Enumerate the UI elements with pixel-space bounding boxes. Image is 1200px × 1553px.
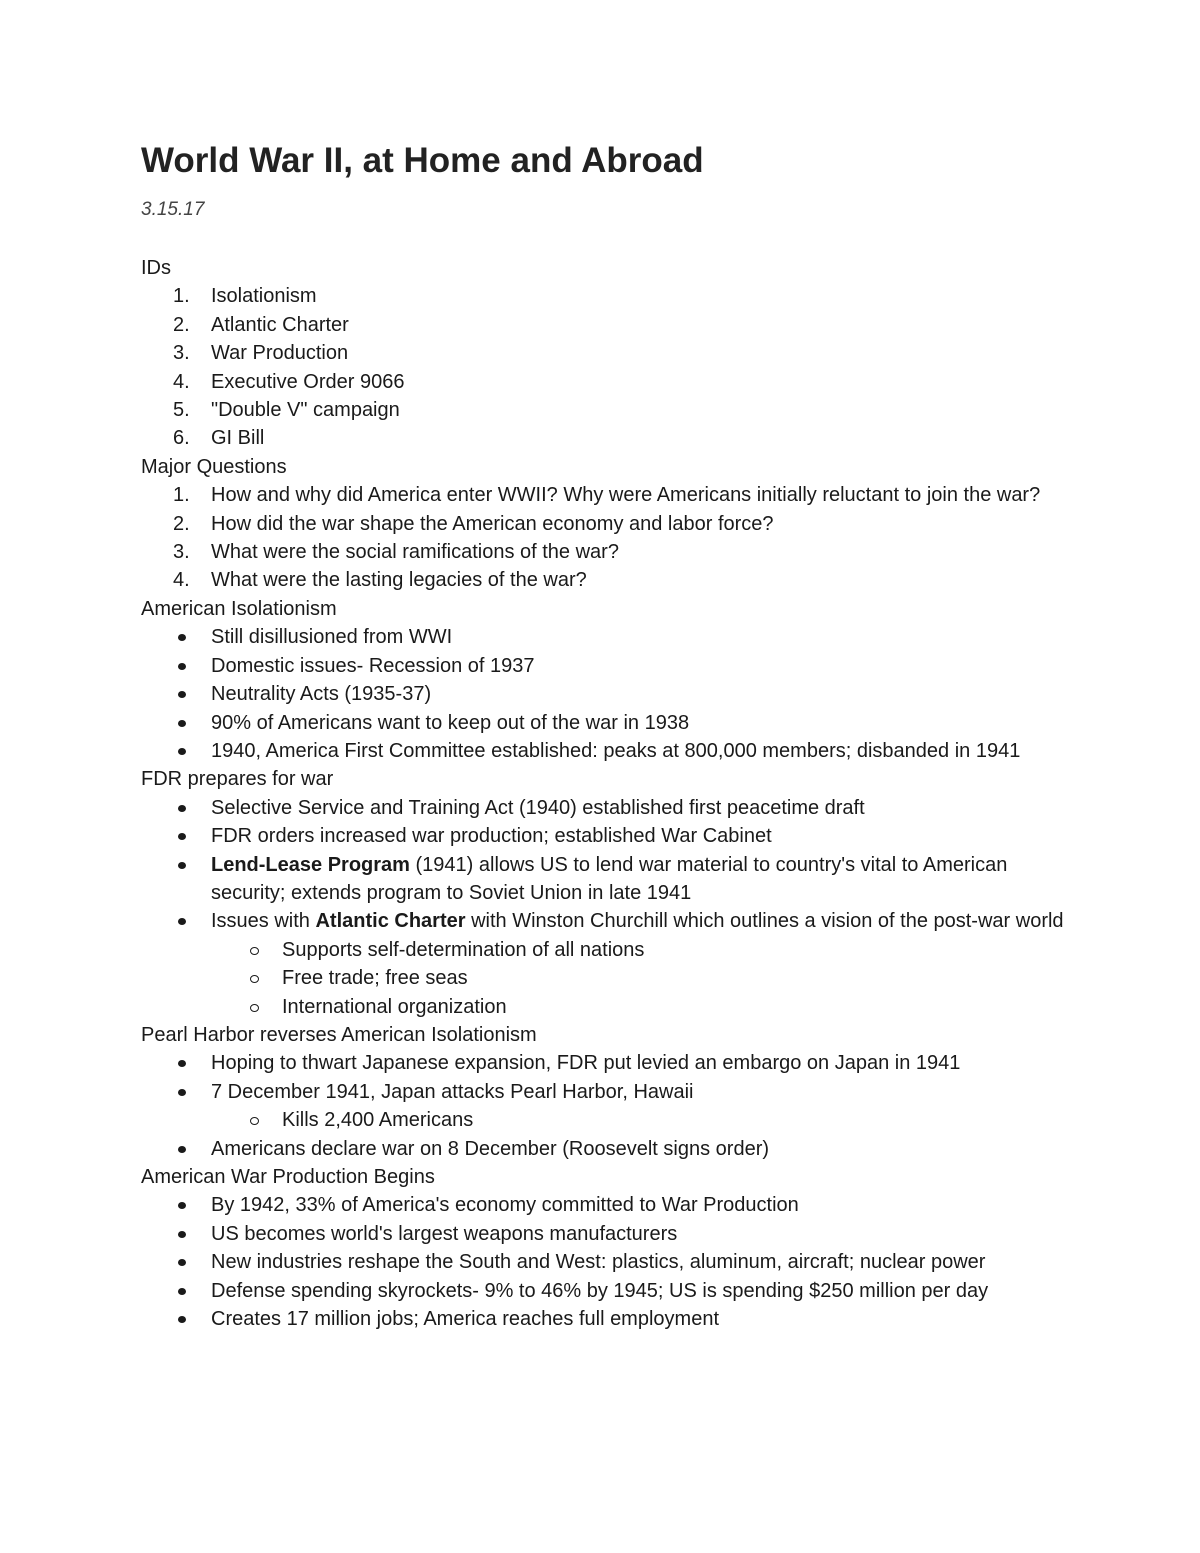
hollow-bullet-icon (250, 1117, 259, 1125)
list-item (141, 1191, 1071, 1219)
item-text: FDR orders increased war production; established War Cabinet (211, 825, 772, 848)
item-text: Kills 2,400 Americans (282, 1109, 474, 1132)
list-item (141, 481, 1071, 509)
ids-heading: IDs (141, 257, 171, 279)
item-text: What were the lasting legacies of the war? (211, 569, 587, 592)
bullet-icon (178, 918, 186, 925)
list-item (141, 1049, 1071, 1077)
bullet-icon (178, 1202, 186, 1209)
document-date: 3.15.17 (141, 199, 205, 220)
list-item (141, 737, 1071, 765)
list-item (141, 1248, 1071, 1276)
list-number: 3. (173, 541, 190, 564)
item-text: War Production (211, 342, 349, 365)
item-text: with Winston Churchill which outlines a vision of the post-war world (465, 910, 1064, 933)
list-item (141, 1305, 1071, 1333)
hollow-bullet-icon (250, 1004, 259, 1012)
bullet-icon (178, 862, 186, 869)
list-number: 3. (173, 342, 190, 365)
item-text: New industries reshape the South and West: plastics, aluminum, aircraft; nuclear power (211, 1251, 986, 1274)
item-text: Americans declare war on 8 December (Roosevelt signs order) (211, 1137, 770, 1160)
list-item (141, 1135, 1071, 1163)
item-text: Executive Order 9066 (211, 370, 405, 393)
item-text: Hoping to thwart Japanese expansion, FDR put levied an embargo on Japan in 1941 (211, 1052, 961, 1075)
list-item (141, 1220, 1071, 1248)
hollow-bullet-icon (250, 947, 259, 955)
sub-list-item (141, 993, 1071, 1021)
bullet-icon (178, 805, 186, 812)
item-text: Isolationism (211, 285, 317, 308)
bold-term: Atlantic Charter (315, 910, 466, 933)
item-text: What were the social ramifications of the war? (211, 541, 619, 564)
bullet-icon (178, 1259, 186, 1266)
item-text: Domestic issues- Recession of 1937 (211, 654, 535, 677)
bullet-icon (178, 1146, 186, 1153)
item-text: 1940, America First Committee established: peaks at 800,000 members; disbanded in 1941 (211, 739, 1021, 762)
list-item (141, 907, 1071, 935)
list-item (141, 822, 1071, 850)
item-text: Defense spending skyrockets- 9% to 46% by 1945; US is spending $250 million per day (211, 1279, 989, 1302)
fdr-list (141, 794, 1071, 1021)
sub-list-item (141, 1106, 1071, 1134)
bullet-icon (178, 1089, 186, 1096)
list-item (141, 424, 1071, 452)
bullet-icon (178, 663, 186, 670)
item-text: Selective Service and Training Act (1940) established first peacetime draft (211, 796, 865, 819)
item-text: How did the war shape the American economy and labor force? (211, 512, 774, 535)
list-item (141, 1078, 1071, 1106)
bullet-icon (178, 1231, 186, 1238)
item-text: International organization (282, 995, 507, 1018)
item-text: "Double V" campaign (211, 399, 400, 422)
list-item (141, 510, 1071, 538)
fdr-heading: FDR prepares for war (141, 768, 334, 791)
sub-list-item (141, 936, 1071, 964)
list-item (141, 652, 1071, 680)
item-text: By 1942, 33% of America's economy committed to War Production (211, 1194, 799, 1217)
list-number: 1. (173, 484, 190, 507)
item-text: Still disillusioned from WWI (211, 626, 453, 649)
list-number: 6. (173, 427, 190, 450)
questions-heading: Major Questions (141, 455, 287, 478)
list-item (141, 1277, 1071, 1305)
bullet-icon (178, 1316, 186, 1323)
list-item (141, 566, 1071, 594)
item-text: Creates 17 million jobs; America reaches full employment (211, 1308, 719, 1331)
item-text: Free trade; free seas (282, 967, 468, 990)
item-text: Supports self-determination of all nations (282, 938, 645, 961)
document-page (141, 140, 1071, 1333)
list-item (141, 794, 1071, 822)
list-item (141, 851, 1071, 908)
bullet-icon (178, 720, 186, 727)
list-item (141, 282, 1071, 310)
list-number: 5. (173, 399, 190, 422)
item-text: 90% of Americans want to keep out of the war in 1938 (211, 711, 690, 734)
item-text: GI Bill (211, 427, 265, 450)
bullet-icon (178, 634, 186, 641)
list-number: 2. (173, 313, 190, 336)
item-text: Neutrality Acts (1935-37) (211, 683, 432, 706)
list-item (141, 538, 1071, 566)
item-text: Atlantic Charter (211, 313, 349, 336)
list-item (141, 311, 1071, 339)
item-text: 7 December 1941, Japan attacks Pearl Harbor, Hawaii (211, 1080, 694, 1103)
document-title: World War II, at Home and Abroad (141, 141, 704, 180)
list-number: 1. (173, 285, 190, 308)
list-item (141, 623, 1071, 651)
list-item (141, 709, 1071, 737)
list-item (141, 368, 1071, 396)
isolationism-heading: American Isolationism (141, 597, 337, 620)
bullet-icon (178, 1288, 186, 1295)
list-number: 4. (173, 370, 190, 393)
pearl-list (141, 1049, 1071, 1163)
questions-list (141, 481, 1071, 595)
bullet-icon (178, 748, 186, 755)
item-text: Issues with (211, 910, 316, 933)
list-item (141, 339, 1071, 367)
item-text: How and why did America enter WWII? Why were Americans initially reluctant to join the war? (211, 484, 1041, 507)
item-text: US becomes world's largest weapons manufacturers (211, 1222, 678, 1245)
item-text: (1941) allows US to lend war material to country's vital to American security; extends program to Soviet Union in late 1941 (211, 853, 1008, 904)
isolationism-list (141, 623, 1071, 765)
list-number: 2. (173, 512, 190, 535)
production-heading: American War Production Begins (141, 1166, 435, 1188)
production-list (141, 1191, 1071, 1333)
hollow-bullet-icon (250, 975, 259, 983)
pearl-heading: Pearl Harbor reverses American Isolationism (141, 1023, 537, 1046)
list-number: 4. (173, 569, 190, 592)
sub-list-item (141, 964, 1071, 992)
bullet-icon (178, 833, 186, 840)
ids-list (141, 282, 1071, 452)
bullet-icon (178, 1060, 186, 1067)
bullet-icon (178, 691, 186, 698)
spacer (141, 224, 1071, 254)
list-item (141, 680, 1071, 708)
bold-term: Lend-Lease Program (211, 853, 410, 876)
list-item (141, 396, 1071, 424)
